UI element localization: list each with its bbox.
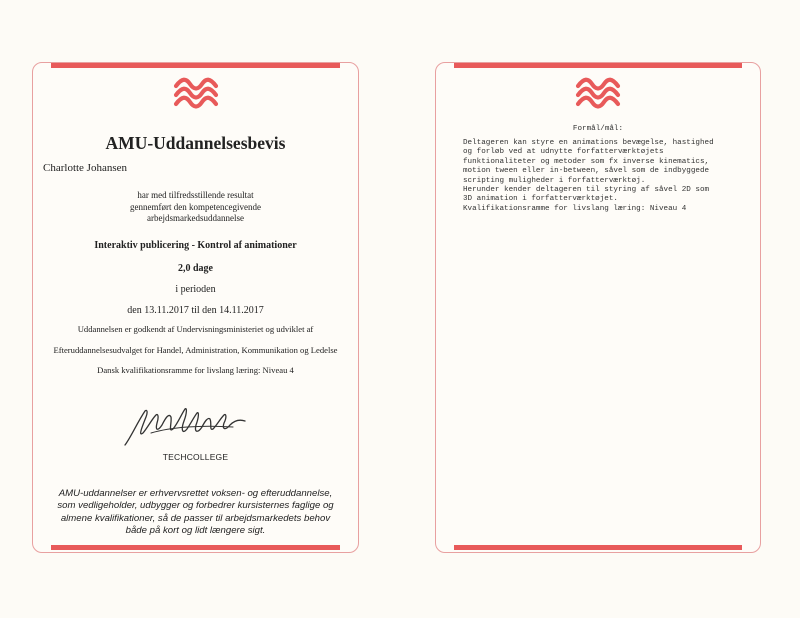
intro-line: har med tilfredsstillende resultat xyxy=(137,190,254,200)
amu-wave-logo-icon xyxy=(575,77,621,111)
top-accent-bar xyxy=(51,63,340,68)
objectives-text xyxy=(463,139,714,214)
course-title: Interaktiv publicering - Kontrol af animationer xyxy=(94,240,297,251)
footer-line: som vedligeholder, udbygger og forbedrer kursisternes faglige og xyxy=(57,500,334,512)
objectives-line: og forløb ved at udnytte forfatterværktøjets xyxy=(463,148,664,157)
intro-line: arbejdsmarkedsuddannelse xyxy=(147,213,244,223)
course-period: den 13.11.2017 til den 14.11.2017 xyxy=(127,305,264,316)
footer-text xyxy=(33,488,358,537)
course-duration: 2,0 dage xyxy=(178,263,213,274)
period-label: i perioden xyxy=(175,284,216,295)
objectives-line: Herunder kender deltageren til styring af såvel 2D som xyxy=(463,186,710,195)
objectives-page xyxy=(435,62,761,553)
objectives-line: 3D animation i forfatterværktøjet. xyxy=(463,195,618,204)
objectives-title: Formål/mål: xyxy=(572,125,624,133)
objectives-line: funktionaliteter og metoder som fx inverse kinematics, xyxy=(463,157,710,166)
footer-line: AMU-uddannelser er erhvervsrettet voksen- og efteruddannelse, xyxy=(58,488,333,499)
footer-line: både på kort og lidt længere sigt. xyxy=(125,524,266,536)
intro-line: gennemført den kompetencegivende xyxy=(130,201,261,212)
objectives-line: Kvalifikationsramme for livslang læring: Niveau 4 xyxy=(463,204,687,213)
approval-text: Uddannelsen er godkendt af Undervisningsministeriet og udviklet af xyxy=(77,324,314,334)
holder-name: Charlotte Johansen xyxy=(43,162,128,174)
certificate-title: AMU-Uddannelsesbevis xyxy=(105,133,286,153)
qualification-framework: Dansk kvalifikationsramme for livslang læring: Niveau 4 xyxy=(97,365,294,375)
signature-icon xyxy=(121,403,251,449)
bottom-accent-bar xyxy=(454,545,742,550)
approval-text: Efteruddannelsesudvalget for Handel, Administration, Kommunikation og Ledelse xyxy=(53,345,338,355)
certificate-page xyxy=(32,62,359,553)
amu-wave-logo-icon xyxy=(173,77,219,111)
footer-line: almene kvalifikationer, så de passer til arbejdsmarkedets behov xyxy=(60,512,331,524)
top-accent-bar xyxy=(454,63,742,68)
bottom-accent-bar xyxy=(51,545,340,550)
objectives-line: scripting muligheder i forfatterværktøj. xyxy=(463,176,646,185)
objectives-line: motion tween eller in-between, såvel som de indbyggede xyxy=(463,167,710,176)
signer-name: TECHCOLLEGE xyxy=(162,452,229,462)
objectives-line: Deltageren kan styre en animations bevægelse, hastighed xyxy=(463,139,714,147)
